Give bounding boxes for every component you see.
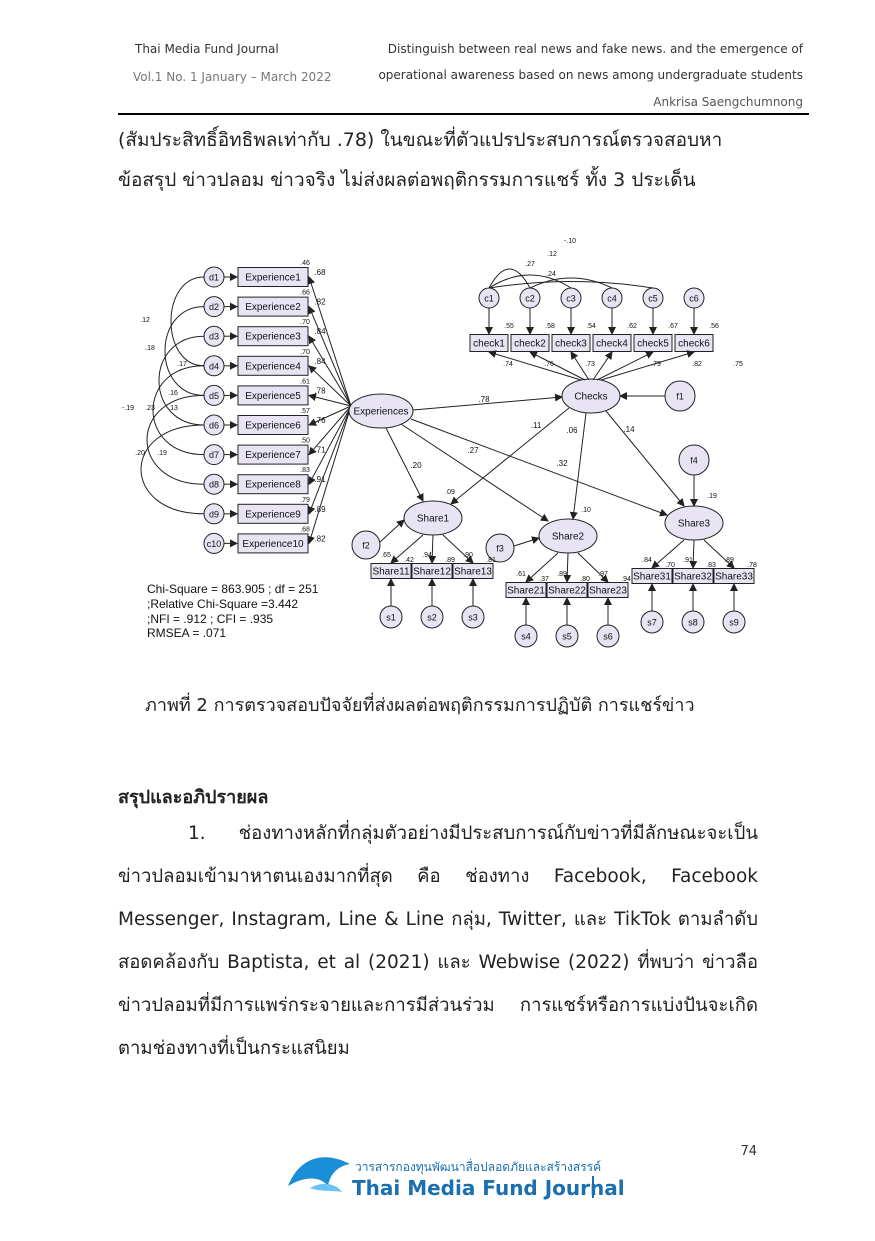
error-cov-label-8: .17	[177, 361, 187, 368]
error-circle-d5-label: d5	[208, 390, 220, 401]
share1-error-s3-label: s3	[468, 612, 478, 623]
error-cov-label-5: .19	[157, 450, 167, 457]
error-cov-label-7: .18	[145, 345, 155, 352]
header-title-line1: Distinguish between real news and fake news. and the emergence of	[387, 42, 803, 56]
share1-r2-2: .89	[445, 557, 455, 564]
share1-r2-1: .42	[404, 557, 414, 564]
share1-loading-arrow-2	[432, 535, 433, 563]
check-loading-5: .82	[692, 361, 702, 368]
share1-error-s2-label: s2	[427, 612, 437, 623]
share3-box-3-label: Share33	[715, 571, 753, 583]
share2-r2-2: .80	[580, 576, 590, 583]
experience-box-10-label: Experience10	[242, 538, 304, 550]
disturbance-f4-label: f4	[690, 455, 698, 466]
exp-r2-4: .70	[300, 348, 310, 356]
error-cov-6	[141, 425, 204, 514]
exp-r2-9: .79	[300, 496, 310, 504]
check-loading-arrow-5	[597, 352, 653, 380]
share2-error-s5-label: s5	[562, 631, 572, 642]
share1-loading-2: .94	[422, 552, 432, 559]
experience-box-2-label: Experience2	[245, 302, 301, 314]
share2-r2-1: .37	[539, 576, 549, 583]
disturbance-arrow-f2	[380, 520, 404, 542]
latent-experiences-label: Experiences	[353, 406, 409, 418]
error-circle-d3-label: d3	[208, 331, 220, 342]
share2-error-s4-label: s4	[521, 631, 531, 642]
fit-line-1: Chi-Square = 863.905 ; df = 251	[147, 582, 319, 596]
error-circle-d2-label: d2	[208, 302, 220, 313]
page-number: 74	[740, 1144, 757, 1159]
path-label-exp-share3: .32	[556, 459, 568, 468]
error-cov-3	[159, 336, 204, 425]
share2-r2: .10	[581, 507, 591, 514]
check-box-3-label: check3	[555, 338, 587, 350]
footer-journal-thai: วารสารกองทุนพัฒนาสื่อปลอดภัยและสร้างสรรค์	[355, 1160, 602, 1174]
share2-loading-2: .89	[557, 571, 567, 578]
check-box-6-label: check6	[678, 338, 710, 350]
share2-box-2-label: Share22	[548, 585, 586, 597]
share3-error-s7-label: s7	[647, 617, 657, 628]
check-r2-5: .67	[668, 323, 678, 330]
error-circle-d6-label: d6	[208, 420, 220, 431]
exp-r2-7: .50	[300, 437, 310, 445]
error-circle-d9-label: d9	[208, 509, 220, 520]
disturbance-f1-label: f1	[676, 391, 684, 402]
experience-box-8-label: Experience8	[245, 479, 301, 491]
check-cov-label-3: .27	[525, 261, 535, 268]
exp-loading-7: .71	[314, 445, 326, 455]
check-error-c5-label: c5	[648, 293, 658, 304]
latent-share2-label: Share2	[551, 531, 585, 543]
path-label-checks-share3: .14	[623, 425, 635, 434]
error-cov-label-4: .20	[135, 450, 145, 457]
check-box-2-label: check2	[514, 338, 546, 350]
error-cov-label-6: .12	[140, 317, 150, 324]
path-label-checks-share2: .06	[566, 426, 578, 435]
paragraph-2	[118, 812, 758, 1070]
experience-box-4-label: Experience4	[245, 361, 301, 373]
share1-loading-3: .90	[463, 552, 473, 559]
error-cov-label-2: .23	[145, 405, 155, 412]
experience-box-9-label: Experience9	[245, 509, 301, 521]
path-label-exp-checks: .78	[478, 395, 490, 404]
share1-box-2-label: Share12	[413, 566, 451, 578]
paragraph-1-line2: ข้อสรุป ข่าวปลอม ข่าวจริง ไม่ส่งผลต่อพฤติกรรมการแชร์ ทั้ง 3 ประเด็น	[118, 169, 696, 191]
error-cov-1	[171, 277, 204, 366]
check-loading-arrow-2	[530, 352, 585, 380]
exp-loading-6: .76	[314, 416, 326, 425]
error-cov-label-1: -.19	[121, 405, 135, 412]
experience-box-7-label: Experience7	[245, 450, 301, 462]
paragraph-1-line1: (สัมประสิทธิ์อิทธิพลเท่ากับ .78) ในขณะที่ตัวแปรประสบการณ์ตรวจสอบหา	[118, 129, 723, 151]
exp-loading-4: .84	[314, 356, 326, 366]
check-box-1-label: check1	[473, 338, 505, 350]
header-title-line2: operational awareness based on news among undergraduate students	[378, 68, 803, 82]
check-r2-3: .54	[586, 323, 596, 330]
path-label-exp-share2: .27	[467, 446, 479, 455]
check-loading-6: .75	[733, 361, 743, 368]
share1-error-s1-label: s1	[386, 612, 396, 623]
latent-share1-label: Share1	[416, 513, 450, 525]
exp-r2-8: .83	[300, 467, 310, 475]
share1-loading-1: .65	[381, 552, 391, 559]
share3-r2: .19	[707, 493, 717, 500]
share1-box-1-label: Share11	[372, 566, 410, 578]
footer-journal-en: Thai Media Fund Journal	[352, 1176, 625, 1200]
exp-r2-2: .66	[300, 289, 310, 297]
check-cov-4	[489, 282, 653, 289]
share3-loading-2: .91	[683, 557, 693, 564]
exp-r2-10: .68	[300, 526, 310, 534]
path-checks-share1	[451, 408, 569, 504]
path-checks-share3	[606, 411, 684, 506]
share1-box-3-label: Share13	[454, 566, 492, 578]
share3-box-2-label: Share32	[674, 571, 712, 583]
error-circle-c10-label: c10	[206, 538, 222, 549]
exp-loading-10: .82	[314, 534, 326, 544]
check-cov-label-4: .24	[546, 271, 556, 278]
header-volume: Vol.1 No. 1 January – March 2022	[133, 70, 332, 84]
error-circle-d1-label: d1	[208, 272, 220, 283]
exp-loading-9: .89	[314, 504, 326, 514]
error-circle-d8-label: d8	[208, 479, 220, 490]
share1-r2: .09	[445, 489, 455, 496]
error-cov-label-9: .16	[168, 390, 178, 397]
check-error-c6-label: c6	[689, 293, 699, 304]
check-box-4-label: check4	[596, 338, 628, 350]
path-label-exp-share1: .20	[410, 461, 422, 470]
share1-r2-3: .81	[486, 557, 496, 564]
check-cov-3	[530, 278, 612, 288]
fit-line-4: RMSEA = .071	[147, 626, 227, 640]
latent-checks-label: Checks	[574, 391, 608, 403]
check-r2-6: .56	[709, 323, 719, 330]
figure-caption: ภาพที่ 2 การตรวจสอบปัจจัยที่ส่งผลต่อพฤติกรรมการปฏิบัติ การแชร์ข่าว	[145, 695, 695, 716]
check-error-c3-label: c3	[566, 293, 576, 304]
share3-error-s8-label: s8	[688, 617, 698, 628]
check-r2-4: .62	[627, 323, 637, 330]
share3-r2-1: .70	[665, 562, 675, 569]
loading-arrow-exp-3	[309, 336, 351, 406]
loading-arrow-exp-5	[309, 395, 351, 406]
share2-loading-3: .97	[598, 571, 608, 578]
check-loading-arrow-4	[593, 352, 612, 380]
exp-loading-2: .82	[314, 297, 326, 307]
exp-r2-3: .70	[300, 319, 310, 327]
check-loading-1: .74	[503, 361, 513, 368]
experience-box-6-label: Experience6	[245, 420, 301, 432]
check-loading-4: .79	[651, 361, 661, 368]
experience-box-3-label: Experience3	[245, 331, 301, 343]
exp-r2-5: .61	[300, 378, 310, 386]
exp-loading-1: .68	[314, 268, 326, 277]
paragraph-2-text: 1. ช่องทางหลักที่กลุ่มตัวอย่างมีประสบการณ์กับข่าวที่มีลักษณะจะเป็นข่าวปลอมเข้ามาหาตนเองมากที่สุด คือ ช่องทาง Facebook, Facebook Messenger, Instagram, Line & Line กลุ่ม, Twitter, และ TikTok ตามลำดับ สอดคล้องกับ Baptista, et al (2021) และ Webwise (2022) ที่พบว่า ข่าวลือข่าวปลอมที่มีการแพร่กระจายและการมีส่วนร่วม การแชร์หรือการแบ่งปันจะเกิดตามช่องทางที่เป็นกระแสนิยม	[118, 823, 758, 1059]
fit-line-3: ;NFI = .912 ; CFI = .935	[147, 612, 274, 626]
share2-error-s6-label: s6	[603, 631, 613, 642]
share3-loading-1: .84	[642, 557, 652, 564]
disturbance-f3-label: f3	[496, 543, 504, 554]
check-loading-2: .76	[544, 361, 554, 368]
latent-share3-label: Share3	[677, 518, 711, 530]
exp-loading-3: .84	[314, 327, 326, 337]
check-r2-1: .55	[504, 323, 514, 330]
exp-r2-6: .57	[300, 408, 310, 415]
experience-box-1-label: Experience1	[245, 272, 301, 284]
check-cov-label-2: .12	[547, 251, 557, 258]
exp-r2-1: .46	[300, 260, 310, 267]
check-loading-3: .73	[585, 361, 595, 368]
check-error-c2-label: c2	[525, 293, 535, 304]
share3-box-1-label: Share31	[633, 571, 671, 583]
error-circle-d4-label: d4	[208, 361, 220, 372]
check-error-c4-label: c4	[607, 293, 617, 304]
check-error-c1-label: c1	[484, 293, 494, 304]
share2-box-3-label: Share23	[589, 585, 627, 597]
path-label-checks-share1: .11	[530, 421, 542, 430]
share2-r2-3: .94	[621, 576, 631, 583]
check-loading-arrow-6	[601, 352, 694, 380]
error-cov-label-3: .13	[168, 405, 178, 412]
share2-loading-1: .61	[516, 571, 526, 578]
share3-loading-arrow-2	[693, 540, 694, 568]
check-r2-2: .58	[545, 323, 555, 330]
share2-loading-arrow-2	[567, 553, 568, 582]
fit-line-2: ;Relative Chi-Square =3.442	[147, 597, 299, 611]
exp-loading-5: .78	[314, 386, 326, 396]
header-journal-name: Thai Media Fund Journal	[135, 42, 279, 56]
disturbance-f2-label: f2	[362, 540, 370, 551]
exp-loading-8: .91	[314, 475, 326, 485]
header-author: Ankrisa Saengchumnong	[653, 95, 803, 109]
disturbance-arrow-f3	[514, 538, 539, 546]
section-heading: สรุปและอภิปรายผล	[118, 787, 269, 808]
experience-box-5-label: Experience5	[245, 390, 301, 402]
share3-r2-3: .78	[747, 562, 757, 569]
share3-loading-3: .89	[724, 557, 734, 564]
error-circle-d7-label: d7	[208, 450, 220, 461]
share2-box-1-label: Share21	[507, 585, 545, 597]
check-cov-label-1: -.10	[563, 238, 577, 245]
share3-r2-2: .83	[706, 562, 716, 569]
share3-error-s9-label: s9	[729, 617, 739, 628]
check-box-5-label: check5	[637, 338, 669, 350]
